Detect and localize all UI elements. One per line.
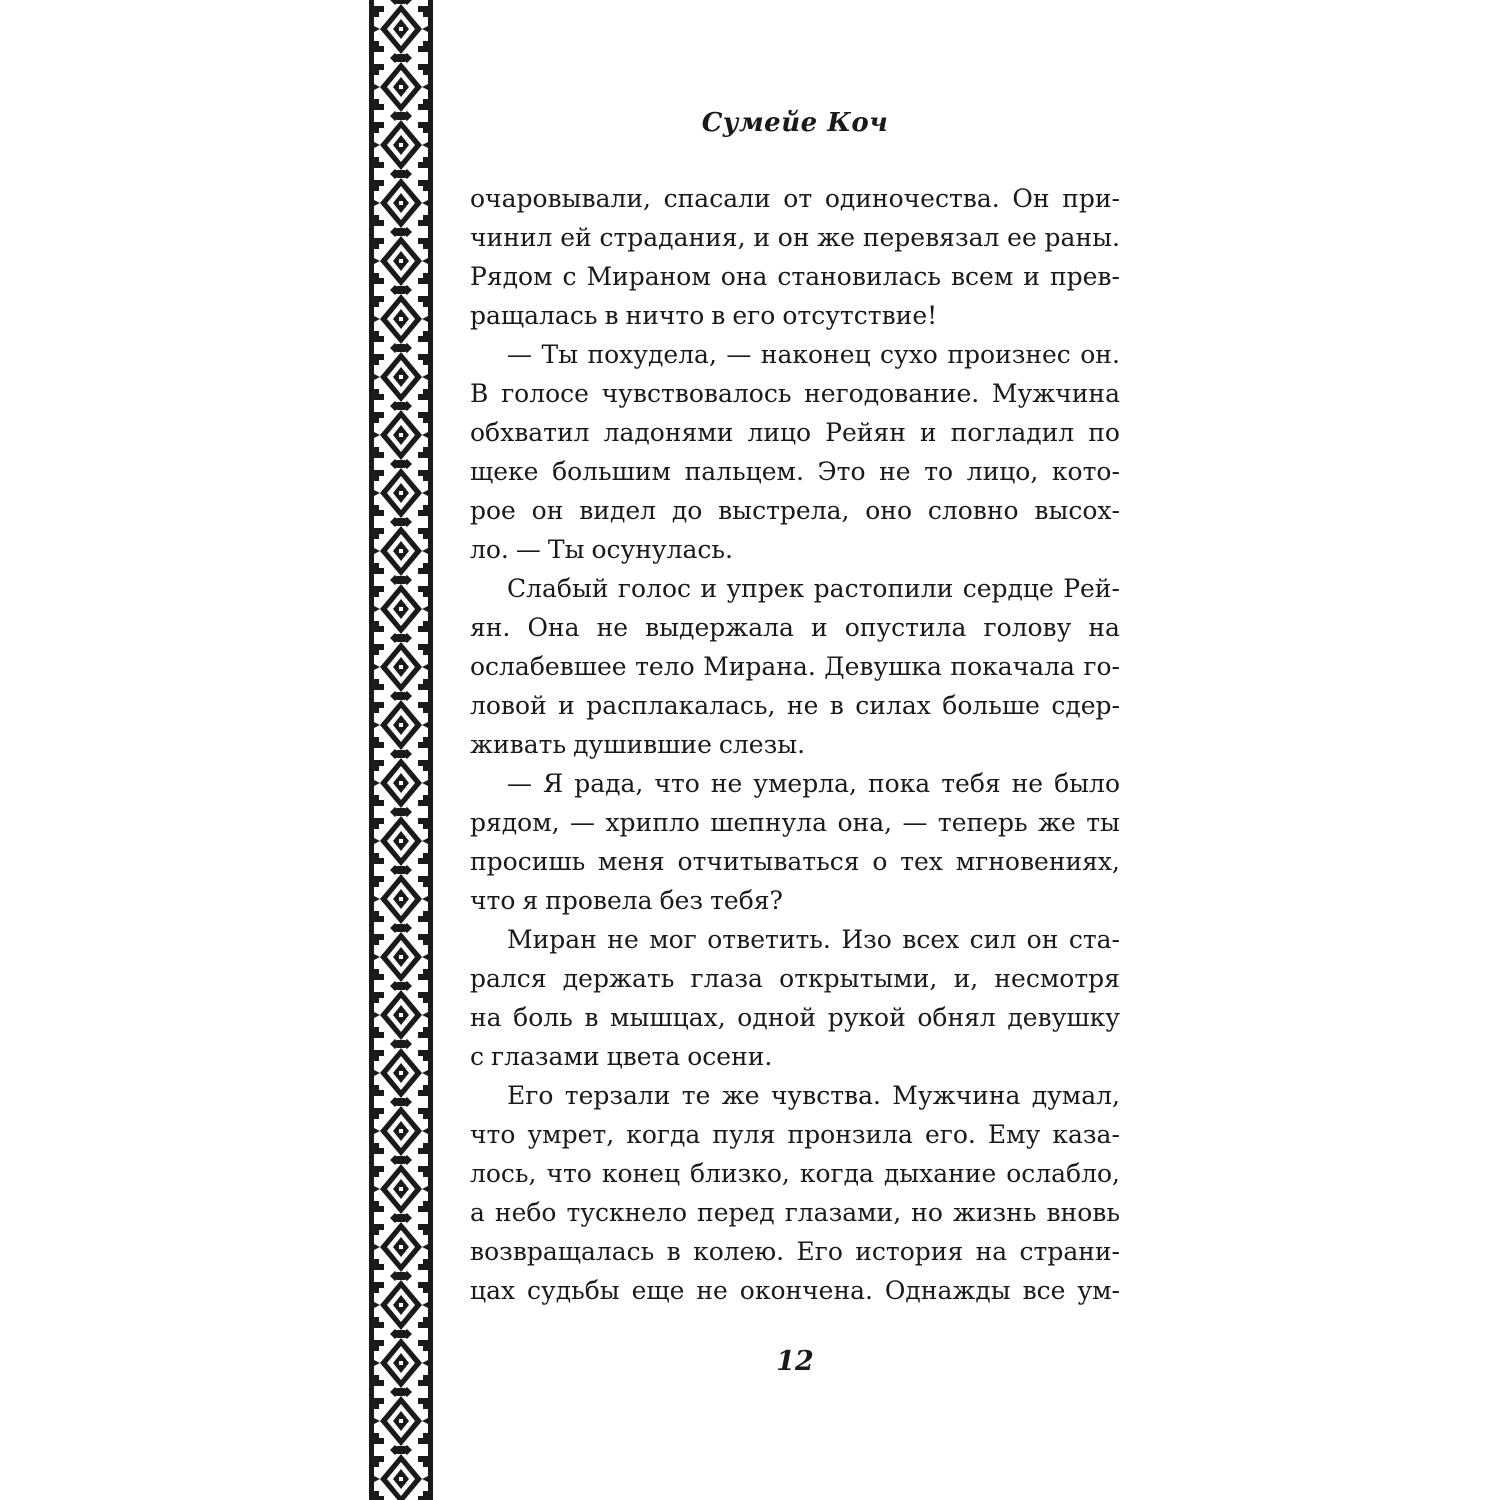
- text-line: ослабевшее тело Мирана. Девушка покачала го-: [470, 652, 1120, 681]
- page-body-text: [470, 179, 1120, 1310]
- text-line: Миран не мог ответить. Изо всех сил он ста-: [507, 925, 1120, 954]
- text-line: с глазами цвета осени.: [470, 1042, 773, 1071]
- text-line: а небо тускнело перед глазами, но жизнь вновь: [470, 1198, 1120, 1227]
- text-line: обхватил ладонями лицо Рейян и погладил по: [470, 418, 1120, 447]
- text-line: Его терзали те же чувства. Мужчина думал,: [507, 1081, 1120, 1110]
- text-line: просишь меня отчитываться о тех мгновениях,: [470, 847, 1120, 876]
- text-line: лось, что конец близко, когда дыхание ослабло,: [470, 1159, 1120, 1188]
- text-line: цах судьбы еще не окончена. Однажды все ум-: [470, 1276, 1120, 1305]
- text-line: — Я рада, что не умерла, пока тебя не было: [507, 769, 1120, 798]
- text-line: щеке большим пальцем. Это не то лицо, кото-: [470, 457, 1120, 486]
- text-line: рался держать глаза открытыми, и, несмотря: [470, 964, 1120, 993]
- text-line: что я провела без тебя?: [470, 886, 783, 915]
- text-line: возвращалась в колею. Его история на страни-: [470, 1237, 1120, 1266]
- text-line: на боль в мышцах, одной рукой обнял девушку: [470, 1003, 1120, 1032]
- text-line: рое он видел до выстрела, оно словно высох-: [470, 496, 1120, 525]
- text-line: ло. — Ты осунулась.: [470, 535, 733, 564]
- text-line: ловой и расплакалась, не в силах больше сдер-: [470, 691, 1120, 720]
- text-line: очаровывали, спасали от одиночества. Он при-: [470, 184, 1120, 213]
- text-line: ращалась в ничто в его отсутствие!: [470, 301, 938, 330]
- text-line: ян. Она не выдержала и опустила голову на: [470, 613, 1120, 642]
- text-line: Рядом с Мираном она становилась всем и прев-: [470, 262, 1120, 291]
- text-line: что умрет, когда пуля пронзила его. Ему каза-: [470, 1120, 1120, 1149]
- running-header-author: Сумейе Коч: [701, 108, 889, 138]
- ornament-border: [368, 0, 434, 1500]
- text-line: чинил ей страдания, и он же перевязал ее раны.: [470, 223, 1120, 252]
- text-line: Слабый голос и упрек растопили сердце Рей-: [507, 574, 1120, 603]
- text-line: рядом, — хрипло шепнула она, — теперь же ты: [470, 808, 1120, 837]
- page-number: 12: [776, 1346, 814, 1377]
- text-line: В голосе чувствовалось негодование. Мужчина: [470, 379, 1120, 408]
- text-line: — Ты похудела, — наконец сухо произнес он.: [507, 340, 1120, 369]
- text-line: живать душившие слезы.: [470, 730, 806, 759]
